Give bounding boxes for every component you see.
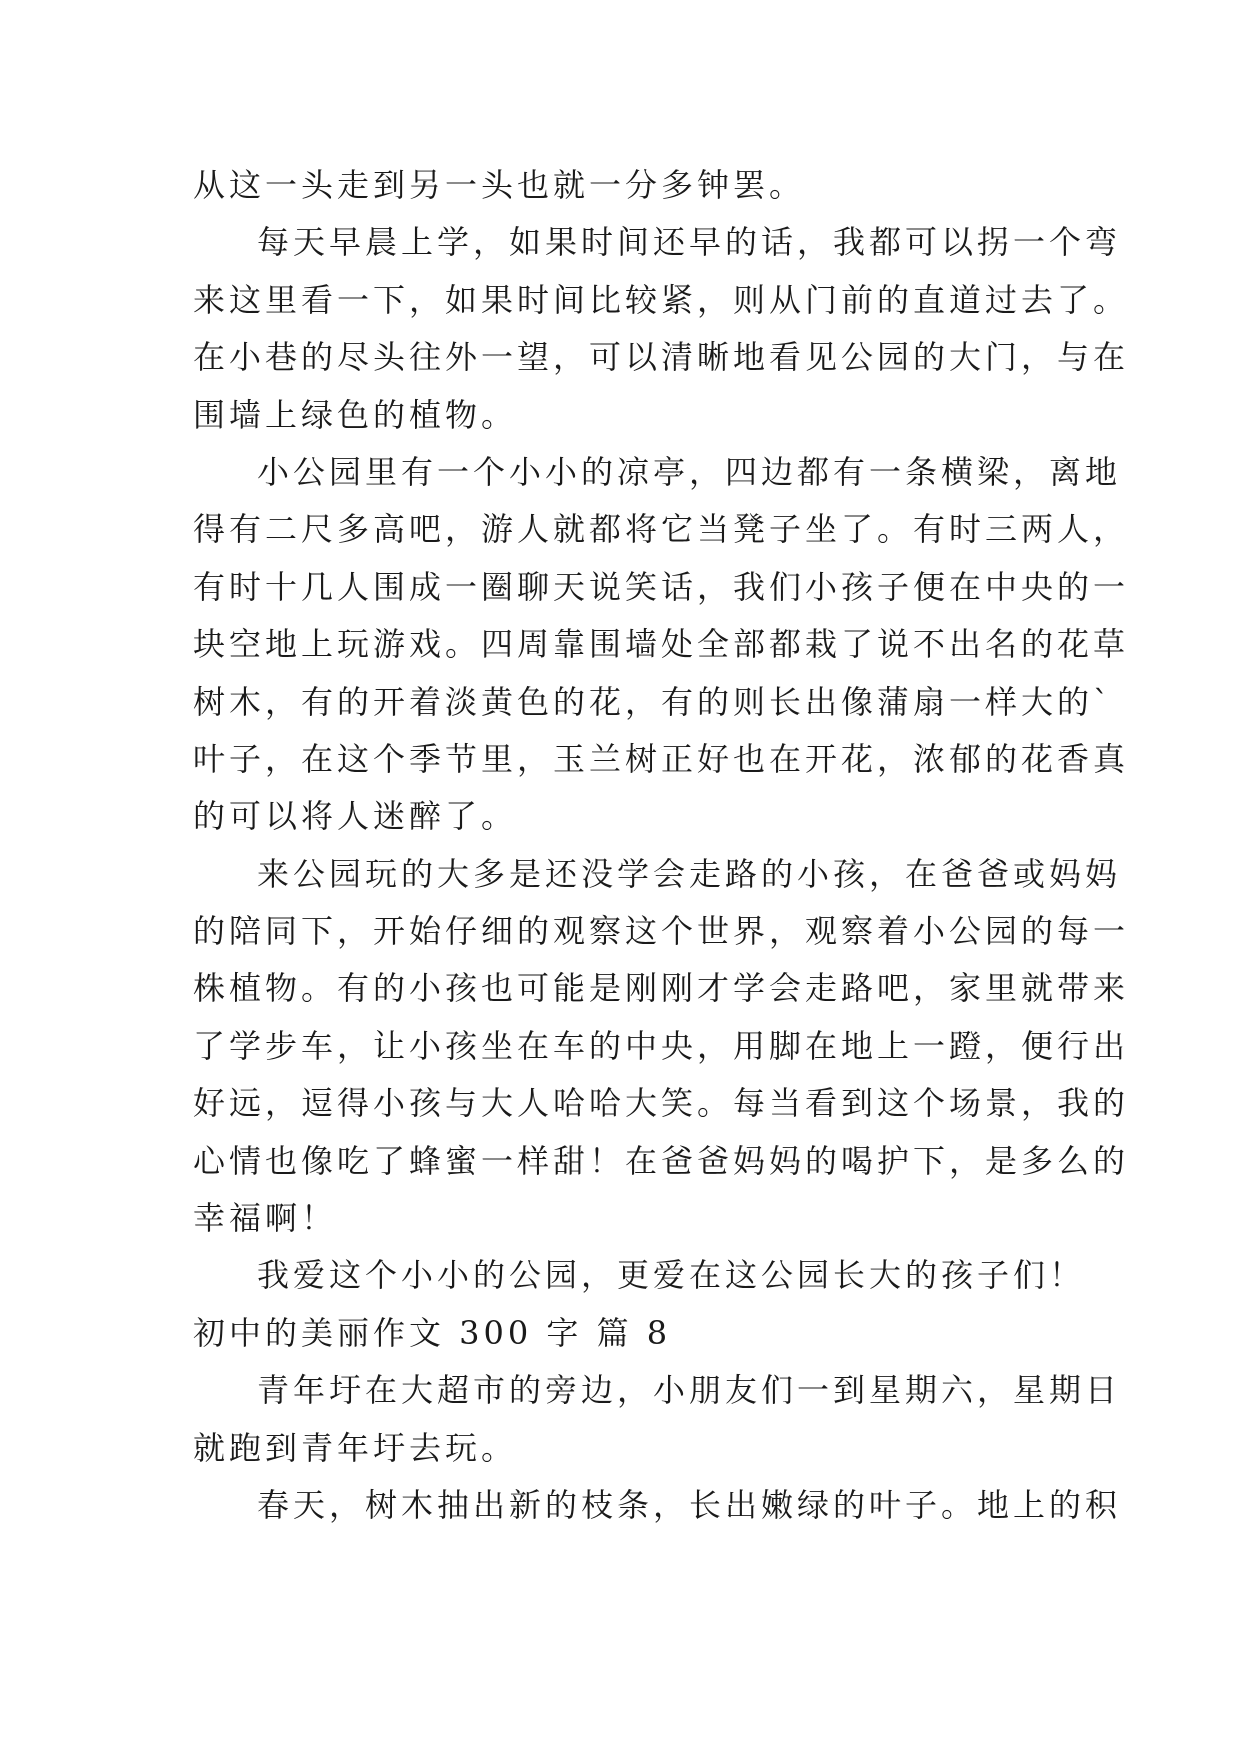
- text-line: 每天早晨上学，如果时间还早的话，我都可以拐一个弯: [257, 223, 1122, 262]
- text-line: 树木，有的开着淡黄色的花，有的则长出像蒲扇一样大的`: [193, 682, 1114, 721]
- text-line: 叶子，在这个季节里，玉兰树正好也在开花，浓郁的花香真: [193, 739, 1130, 778]
- text-line: 在小巷的尽头往外一望，可以清晰地看见公园的大门，与在: [193, 338, 1130, 377]
- text-line: 的陪同下，开始仔细的观察这个世界，观察着小公园的每一: [193, 912, 1130, 951]
- text-line: 我爱这个小小的公园，更爱在这公园长大的孩子们！: [257, 1256, 1086, 1295]
- text-line: 有时十几人围成一圈聊天说笑话，我们小孩子便在中央的一: [193, 567, 1130, 606]
- text-line: 来公园玩的大多是还没学会走路的小孩，在爸爸或妈妈: [257, 854, 1122, 893]
- text-line: 得有二尺多高吧，游人就都将它当凳子坐了。有时三两人，: [193, 510, 1130, 549]
- text-line: 青年圩在大超市的旁边，小朋友们一到星期六，星期日: [257, 1371, 1122, 1410]
- text-line: 围墙上绿色的植物。: [193, 395, 518, 434]
- text-line: 春天，树木抽出新的枝条，长出嫩绿的叶子。地上的积: [257, 1485, 1122, 1524]
- text-line: 了学步车，让小孩坐在车的中央，用脚在地上一蹬，便行出: [193, 1026, 1130, 1065]
- section-heading: 初中的美丽作文 300 字 篇 8: [193, 1313, 672, 1352]
- text-line: 块空地上玩游戏。四周靠围墙处全部都栽了说不出名的花草: [193, 625, 1130, 664]
- text-line: 小公园里有一个小小的凉亭，四边都有一条横梁，离地: [257, 452, 1122, 491]
- text-line: 来这里看一下，如果时间比较紧，则从门前的直道过去了。: [193, 280, 1130, 319]
- text-line: 幸福啊！: [193, 1199, 338, 1238]
- text-line: 就跑到青年圩去玩。: [193, 1428, 518, 1467]
- text-line: 株植物。有的小孩也可能是刚刚才学会走路吧，家里就带来: [193, 969, 1130, 1008]
- text-line: 心情也像吃了蜂蜜一样甜！在爸爸妈妈的喝护下，是多么的: [193, 1141, 1130, 1180]
- text-line: 好远，逗得小孩与大人哈哈大笑。每当看到这个场景，我的: [193, 1084, 1130, 1123]
- text-line: 从这一头走到另一头也就一分多钟罢。: [193, 166, 806, 204]
- document-body: [193, 157, 1130, 1534]
- text-line: 的可以将人迷醉了。: [193, 797, 518, 836]
